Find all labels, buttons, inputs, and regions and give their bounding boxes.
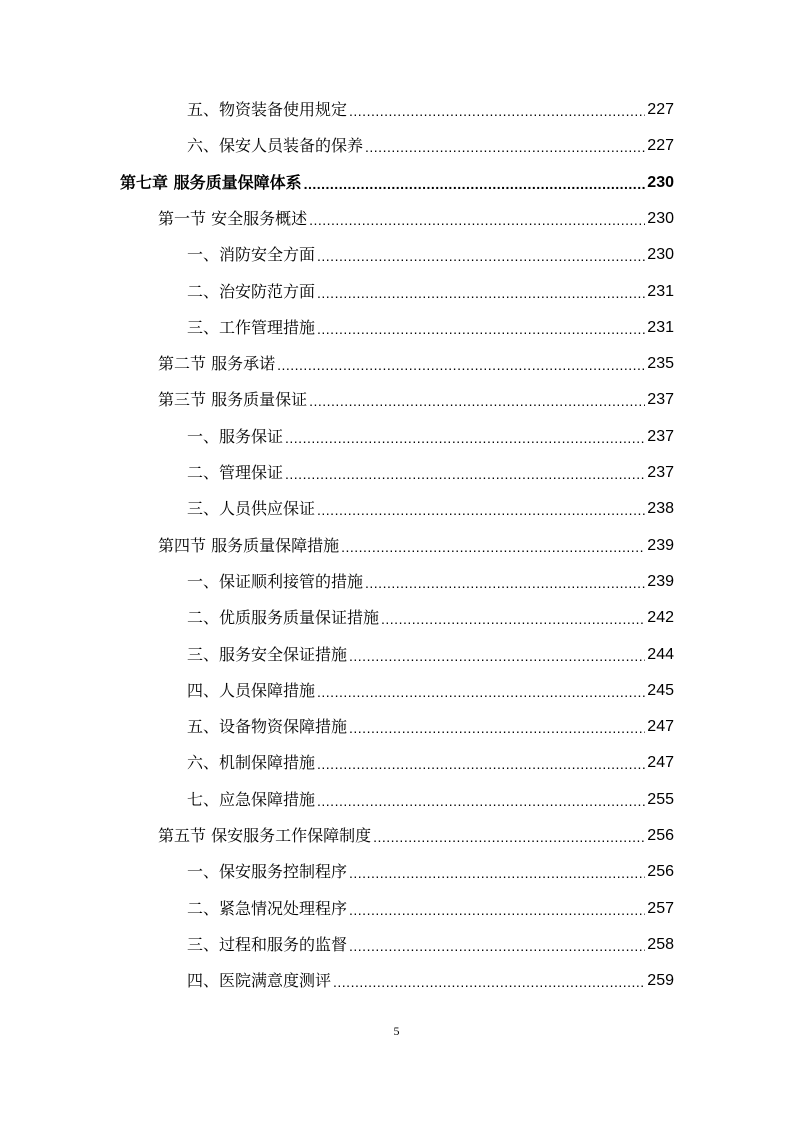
toc-dot-leader bbox=[317, 683, 645, 701]
toc-entry[interactable] bbox=[187, 92, 674, 120]
toc-dot-leader bbox=[317, 247, 645, 265]
toc-entry-title: 一、保安服务控制程序 bbox=[187, 862, 348, 881]
toc-entry[interactable] bbox=[187, 637, 674, 665]
toc-entry-page: 257 bbox=[647, 900, 674, 917]
toc-dot-leader bbox=[349, 719, 645, 737]
toc-entry-title: 一、服务保证 bbox=[187, 427, 284, 446]
toc-entry-title: 三、人员供应保证 bbox=[187, 499, 316, 518]
toc-entry-title: 二、紧急情况处理程序 bbox=[187, 899, 348, 918]
toc-entry-page: 244 bbox=[647, 646, 674, 663]
toc-entry-page: 259 bbox=[647, 972, 674, 989]
toc-dot-leader bbox=[317, 284, 645, 302]
toc-dot-leader bbox=[277, 356, 645, 374]
toc-dot-leader bbox=[309, 392, 645, 410]
toc-entry-title: 三、过程和服务的监督 bbox=[187, 935, 348, 954]
toc-entry[interactable] bbox=[187, 419, 674, 447]
toc-entry-page: 239 bbox=[647, 537, 674, 554]
toc-dot-leader bbox=[365, 574, 645, 592]
toc-entry[interactable] bbox=[187, 128, 674, 156]
toc-entry-title: 三、工作管理措施 bbox=[187, 318, 316, 337]
toc-dot-leader bbox=[349, 937, 645, 955]
toc-dot-leader bbox=[341, 538, 645, 556]
toc-entry[interactable] bbox=[187, 673, 674, 701]
toc-entry[interactable] bbox=[187, 854, 674, 882]
toc-dot-leader bbox=[285, 429, 645, 447]
toc-dot-leader bbox=[317, 755, 645, 773]
toc-dot-leader bbox=[333, 973, 645, 991]
toc-dot-leader bbox=[304, 175, 646, 193]
toc-entry-title: 二、管理保证 bbox=[187, 463, 284, 482]
toc-entry[interactable] bbox=[187, 745, 674, 773]
toc-dot-leader bbox=[285, 465, 645, 483]
toc-entry[interactable] bbox=[187, 310, 674, 338]
toc-entry[interactable] bbox=[187, 782, 674, 810]
toc-dot-leader bbox=[349, 102, 645, 120]
toc-entry[interactable] bbox=[158, 528, 674, 556]
toc-entry-title: 七、应急保障措施 bbox=[187, 790, 316, 809]
toc-entry-page: 247 bbox=[647, 718, 674, 735]
toc-entry-page: 247 bbox=[647, 754, 674, 771]
toc-entry-title: 三、服务安全保证措施 bbox=[187, 645, 348, 664]
toc-entry[interactable] bbox=[187, 891, 674, 919]
toc-entry-page: 237 bbox=[647, 464, 674, 481]
toc-entry-page: 230 bbox=[647, 210, 674, 227]
toc-entry-title: 二、优质服务质量保证措施 bbox=[187, 608, 380, 627]
toc-entry[interactable] bbox=[187, 600, 674, 628]
toc-entry-title: 二、治安防范方面 bbox=[187, 282, 316, 301]
toc-entry-title: 第一节 安全服务概述 bbox=[158, 209, 308, 228]
toc-dot-leader bbox=[373, 828, 645, 846]
toc-dot-leader bbox=[317, 501, 645, 519]
toc-entry-page: 256 bbox=[647, 827, 674, 844]
toc-entry-title: 六、保安人员装备的保养 bbox=[187, 136, 364, 155]
toc-entry[interactable] bbox=[120, 165, 674, 193]
toc-entry-page: 230 bbox=[647, 246, 674, 263]
toc-entry-page: 231 bbox=[647, 319, 674, 336]
toc-entry[interactable] bbox=[187, 709, 674, 737]
page-number: 5 bbox=[393, 1024, 400, 1038]
toc-dot-leader bbox=[309, 211, 645, 229]
toc-dot-leader bbox=[365, 138, 645, 156]
toc-entry-page: 237 bbox=[647, 428, 674, 445]
toc-entry[interactable] bbox=[158, 382, 674, 410]
toc-entry-page: 231 bbox=[647, 283, 674, 300]
toc-entry-title: 第二节 服务承诺 bbox=[158, 354, 276, 373]
toc-entry-page: 237 bbox=[647, 391, 674, 408]
toc-entry-title: 第四节 服务质量保障措施 bbox=[158, 536, 340, 555]
toc-entry-page: 258 bbox=[647, 936, 674, 953]
toc-entry-title: 第五节 保安服务工作保障制度 bbox=[158, 826, 372, 845]
toc-entry-title: 六、机制保障措施 bbox=[187, 753, 316, 772]
toc-entry-title: 四、医院满意度测评 bbox=[187, 971, 332, 990]
toc-entry-page: 238 bbox=[647, 500, 674, 517]
toc-entry-title: 第三节 服务质量保证 bbox=[158, 390, 308, 409]
toc-entry-title: 一、保证顺利接管的措施 bbox=[187, 572, 364, 591]
toc-entry-title: 四、人员保障措施 bbox=[187, 681, 316, 700]
toc-dot-leader bbox=[317, 792, 645, 810]
toc-entry-page: 239 bbox=[647, 573, 674, 590]
toc-entry[interactable] bbox=[187, 455, 674, 483]
toc-dot-leader bbox=[317, 320, 645, 338]
toc-entry-page: 242 bbox=[647, 609, 674, 626]
toc-entry[interactable] bbox=[187, 927, 674, 955]
toc-dot-leader bbox=[349, 864, 645, 882]
toc-entry[interactable] bbox=[187, 237, 674, 265]
toc-entry[interactable] bbox=[187, 491, 674, 519]
toc-entry-title: 五、设备物资保障措施 bbox=[187, 717, 348, 736]
toc-entry-page: 255 bbox=[647, 791, 674, 808]
toc-entry-title: 五、物资装备使用规定 bbox=[187, 100, 348, 119]
toc-entry-title: 第七章 服务质量保障体系 bbox=[120, 173, 302, 192]
toc-entry-page: 227 bbox=[647, 101, 674, 118]
toc-entry[interactable] bbox=[187, 963, 674, 991]
toc-dot-leader bbox=[349, 901, 645, 919]
toc-entry[interactable] bbox=[187, 274, 674, 302]
toc-entry[interactable] bbox=[158, 818, 674, 846]
toc-entry-page: 256 bbox=[647, 863, 674, 880]
toc-entry-page: 227 bbox=[647, 137, 674, 154]
toc-entry-page: 245 bbox=[647, 682, 674, 699]
toc-entry-page: 235 bbox=[647, 355, 674, 372]
toc-entry[interactable] bbox=[158, 346, 674, 374]
toc-entry[interactable] bbox=[187, 564, 674, 592]
toc-entry-title: 一、消防安全方面 bbox=[187, 245, 316, 264]
toc-entry[interactable] bbox=[158, 201, 674, 229]
toc-dot-leader bbox=[381, 610, 645, 628]
toc-entry-page: 230 bbox=[647, 174, 674, 191]
toc-dot-leader bbox=[349, 647, 645, 665]
